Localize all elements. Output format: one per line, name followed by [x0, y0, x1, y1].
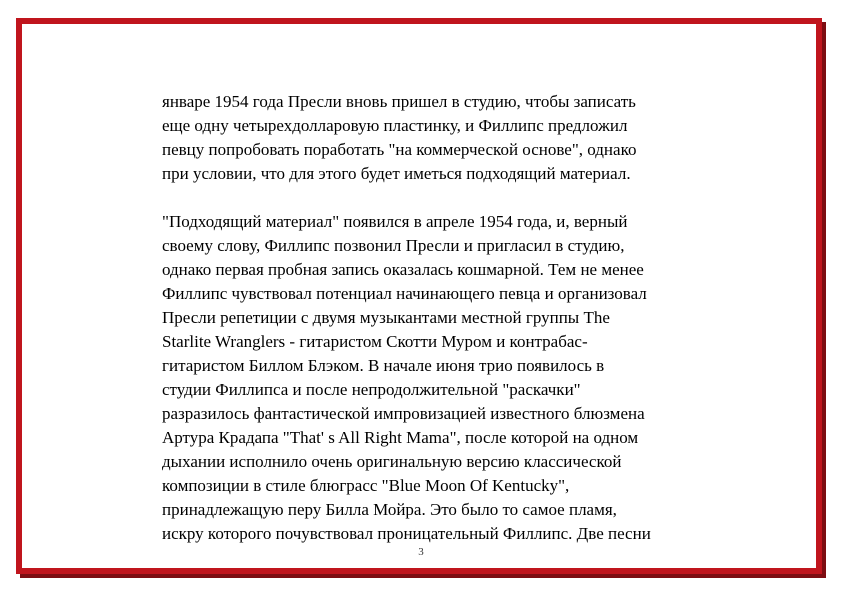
- text-line: певцу попробовать поработать "на коммерческой основе", однако: [162, 140, 637, 159]
- text-line: студии Филлипса и после непродолжительной "раскачки": [162, 380, 581, 399]
- text-line: еще одну четырехдолларовую пластинку, и Филлипс предложил: [162, 116, 628, 135]
- text-line: Пресли репетиции с двумя музыкантами местной группы The: [162, 308, 610, 327]
- paragraph-2: [162, 210, 762, 546]
- paragraph-1: [162, 90, 762, 186]
- text-line: "Подходящий материал" появился в апреле 1954 года, и, верный: [162, 212, 628, 231]
- page-number: 3: [418, 546, 424, 558]
- text-line: композиции в стиле блюграсс "Blue Moon Of Kentucky",: [162, 476, 570, 495]
- text-line: принадлежащую перу Билла Мойра. Это было то самое пламя,: [162, 500, 617, 519]
- text-line: дыхании исполнило очень оригинальную версию классической: [162, 452, 622, 471]
- text-line: январе 1954 года Пресли вновь пришел в студию, чтобы записать: [162, 92, 636, 111]
- text-line: своему слову, Филлипс позвонил Пресли и пригласил в студию,: [162, 236, 625, 255]
- document-body: [162, 90, 762, 546]
- text-line: Филлипс чувствовал потенциал начинающего певца и организовал: [162, 284, 647, 303]
- text-line: гитаристом Биллом Блэком. В начале июня трио появилось в: [162, 356, 605, 375]
- text-line: разразилось фантастической импровизацией известного блюзмена: [162, 404, 645, 423]
- text-line: при условии, что для этого будет иметься подходящий материал.: [162, 164, 631, 183]
- text-line: Starlite Wranglers - гитаристом Скотти Муром и контрабас-: [162, 332, 588, 351]
- text-line: Артура Крадапа "That' s All Right Mama", после которой на одном: [162, 428, 639, 447]
- text-line: однако первая пробная запись оказалась кошмарной. Тем не менее: [162, 260, 644, 279]
- text-line: искру которого почувствовал проницательный Филлипс. Две песни: [162, 524, 651, 543]
